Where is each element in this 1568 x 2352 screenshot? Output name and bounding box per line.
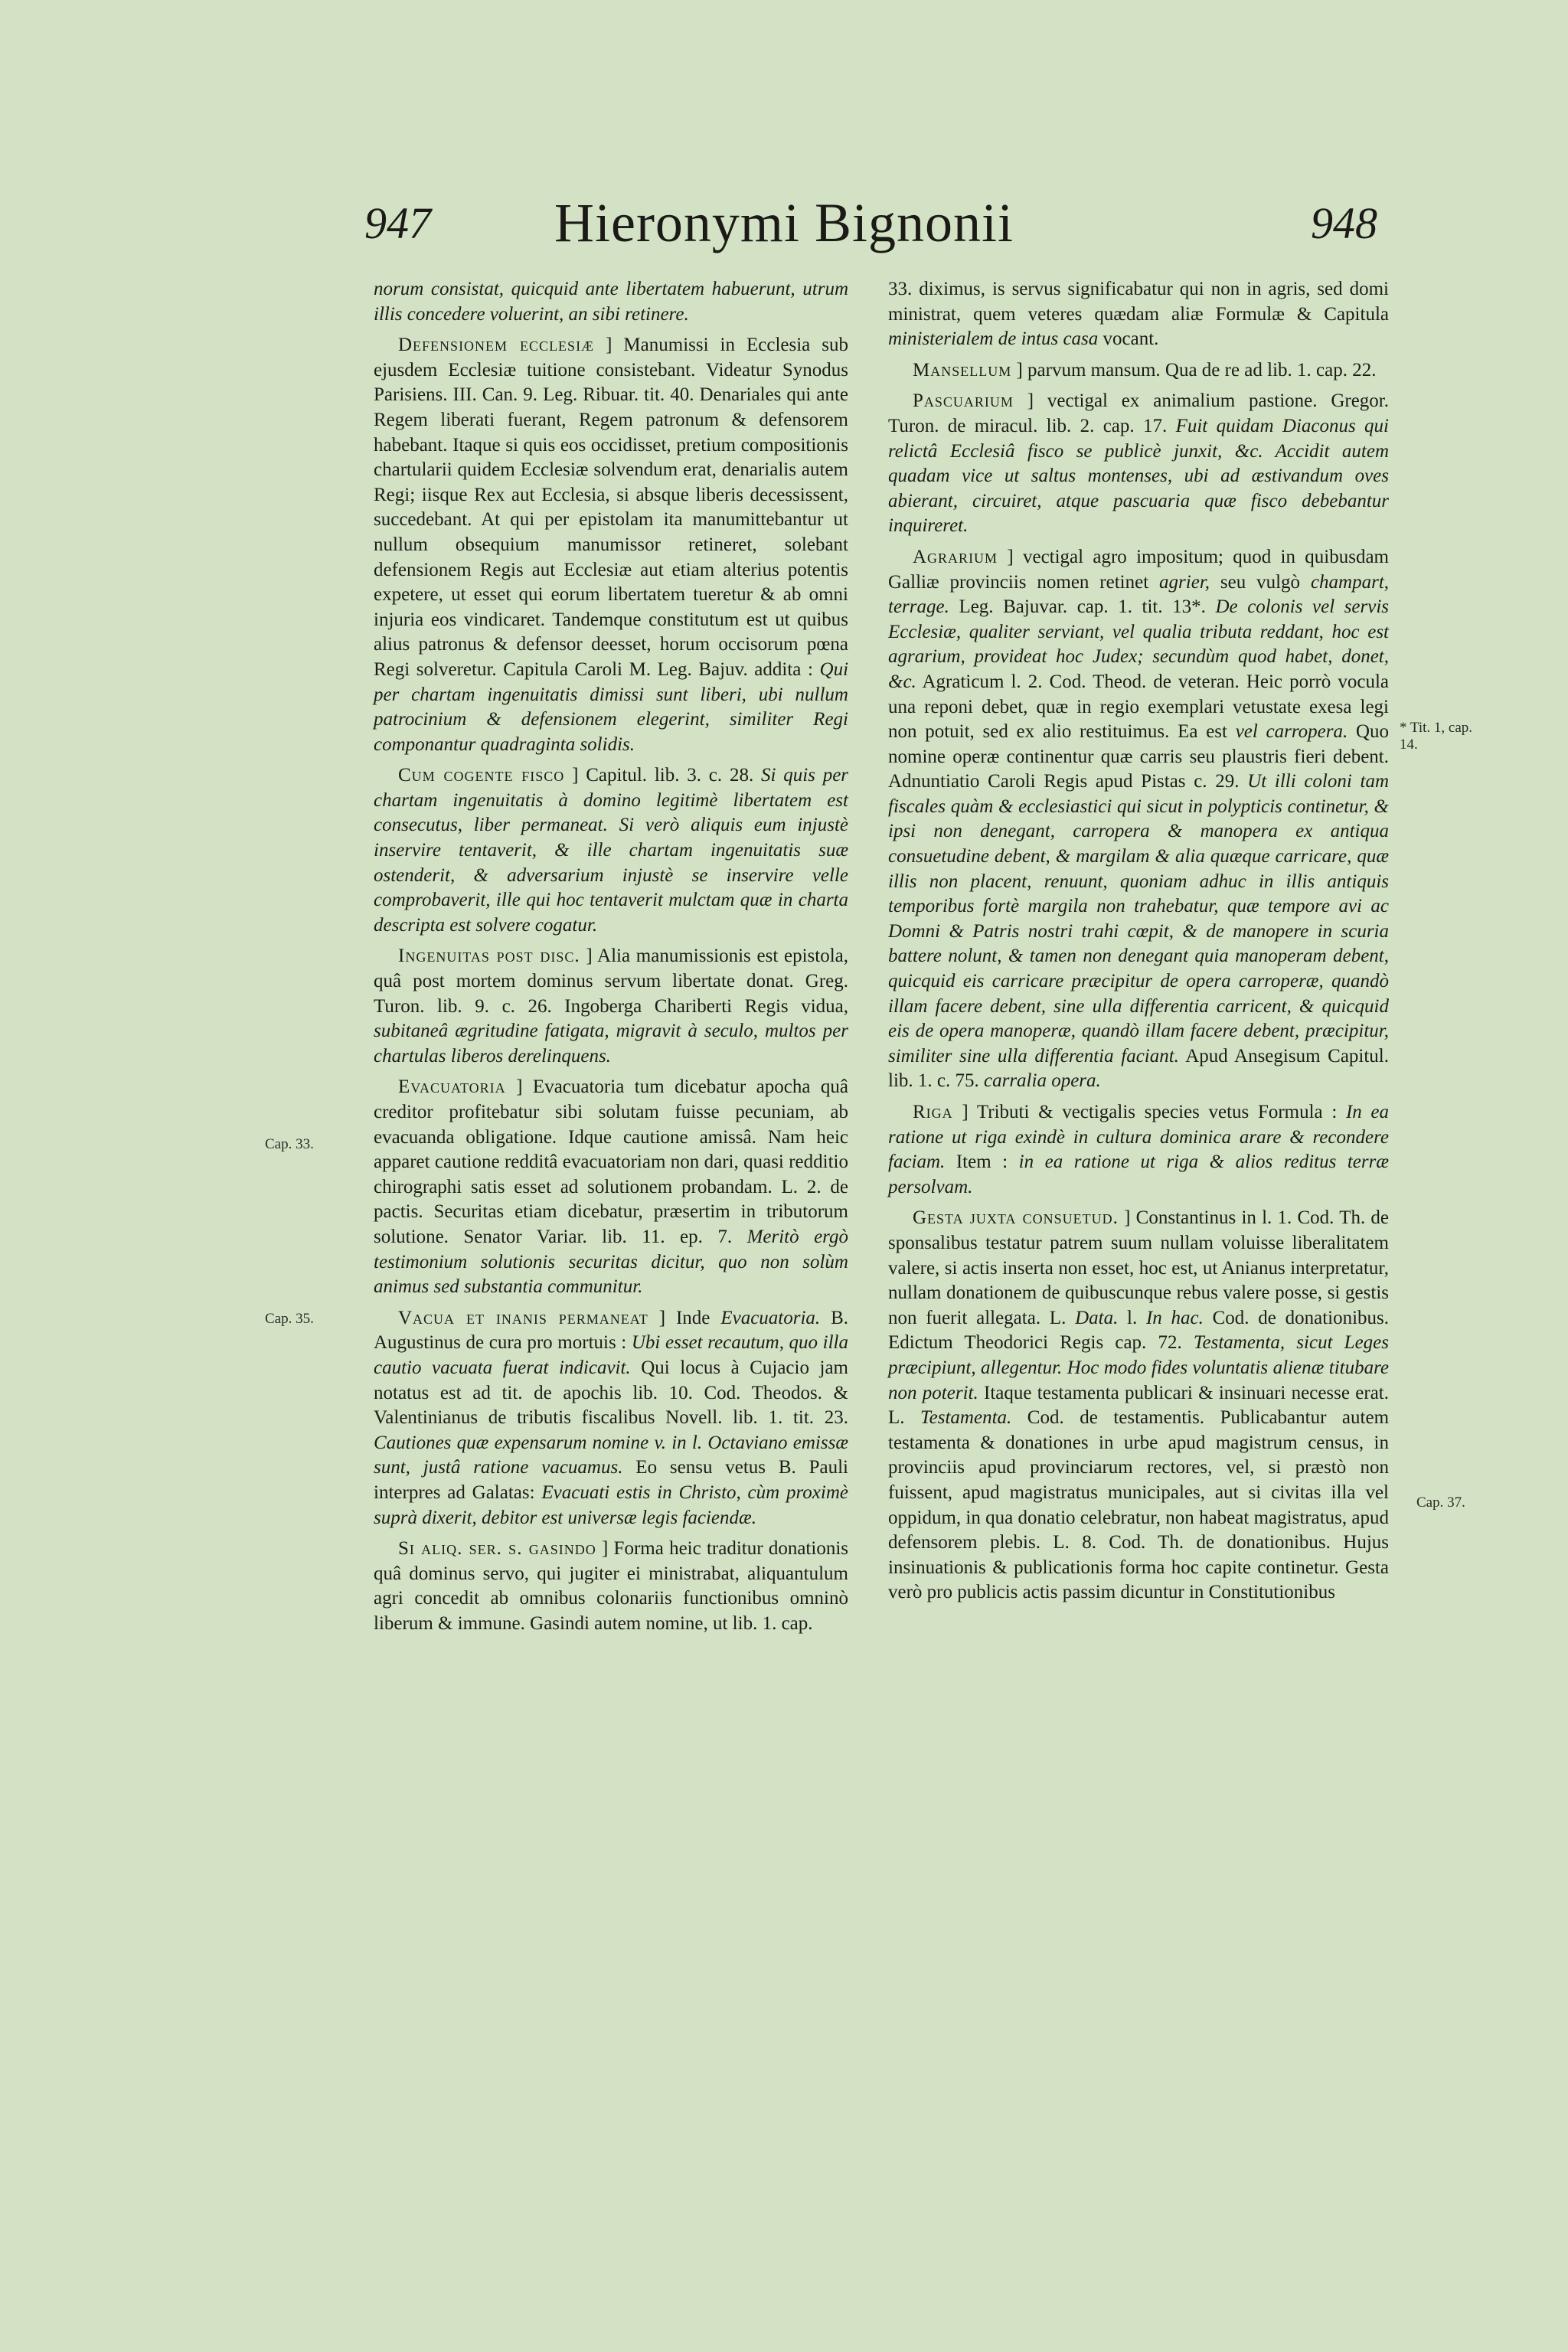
text: Eo sensu vetus B. Pauli interpres ad Galatas: [374,1457,848,1503]
lemma: Gesta juxta consuetud. [913,1207,1119,1229]
lemma: Cum cogente fisco [398,765,565,786]
lemma: Vacua et inanis permaneat [398,1307,648,1328]
text: Qui locus à Cujacio jam notatus est ad tit. de apochis lib. 10. Cod. Theodos. & Valentinianus de tributis fiscalibus Novell. lib. 1. tit. 23. [374,1357,848,1429]
text: ] vectigal agro impositum; quod in quibusdam Galliæ provinciis nomen retinet [888,546,1389,593]
margin-note-cap35: Cap. 35. [265,1311,314,1327]
text: 33. diximus, is servus significabatur qui non in agris, sed domi ministrat, quem veteres quædam aliæ Formulæ & Capitula [888,279,1389,325]
text: ] Evacuatoria tum dicebatur apocha quâ creditor profitebatur sibi solutam fuisse pecuniam, ab evacuanda obligatione. Idque cautione amissâ. Nam heic apparet cautione redditâ evacuatoriam non dari, quasi redditio chirographi satis esset ad solutionem probandam. L. 2. de pactis. Securitas etiam dicebatur, præsertim in tributorum solutione. Senator Variar. lib. 11. ep. 7. [374,1076,849,1247]
quote: In ea ratione ut riga exindè in cultura dominica arare & recondere faciam. [888,1102,1390,1173]
margin-note-cap37: Cap. 37. [1416,1494,1465,1511]
text: ] Forma heic traditur donationis quâ dominus servo, qui jugiter ei ministrabat, aliquantulum agri concedit ab omnibus colonariis functionibus omninò liberum & immune. Gasindi autem nomine, ut lib. 1. cap. [374,1538,848,1634]
text: ] Inde [658,1307,710,1328]
text: ] Manumissi in Ecclesia sub ejusdem Ecclesiæ tuitione consistebant. Videatur Synodus Parisiens. III. Can. 9. Leg. Ribuar. tit. 40. Denariales qui ante Regem liberati fuerant, Regem patronum & defensorem habebant. Itaque si quis eos occidisset, pretium compositionis chartularii quidem Ecclesiæ solvendum erat, denarialis autem Regi; iisque Rex aut Ecclesia, si absque liberis decessissent, succedebant. At qui per epistolam ita manumittebantur ut nullum obsequium manumissor retineret, solebant defensionem Regis aut Ecclesiæ aut etiam alterius potentis expetere, ut esset qui eorum libertatem tueretur & ab omni injuria eos vindicaret. Tandemque constitutum est ut quibus alius patronus & defensor deesset, horum occisorum pœna Regi solveretur. Capitula Caroli M. Leg. Bajuv. addita : [374,335,849,680]
paragraph [888,1100,1389,1200]
text: vocant. [1102,328,1159,350]
text: ] Tributi & vectigalis species vetus Formula : [962,1102,1338,1122]
quote: Si quis per chartam ingenuitatis à domino legitimè libertatem est consecutus, liber permaneat. Si verò aliquis eum injustè inservire tentaverit, & ille chartam ingenuitatis suæ ostenderit, & adversarium injustè se inservire velle comprobaverit, ille qui hoc tentaverit mulctam quæ in charta descripta est solvere cogatur. [374,765,849,936]
text: ] Constantinus in l. 1. Cod. Th. de sponsalibus testatur patrem suum nullam voluisse liberalitatem valere, si actis inserta non esset, hoc est, ut Anianus interpretatur, nullam donationem de quibuscunque rebus valere posse, si gestis non fuerit allegata. L. [888,1207,1390,1328]
text: Cod. de testamentis. Publicabantur autem testamenta & donationes in urbe apud magistrum census, in provinciis apud provinciarum rectores, vel, si præstò non fuissent, apud magistratus municipales, aut si civitas illa vel oppidum, in qua donatio celebratur, non habeat magistratus, apud defensorem plebis. L. 8. Cod. Th. de donationibus. Hujus insinuationis & publicationis forma hoc capite continetur. Gesta verò pro publicis actis passim dicuntur in Constitutionibus [888,1407,1390,1603]
paragraph [374,333,848,757]
paragraph [888,389,1389,539]
lemma: Si aliq. ser. s. gasindo [398,1538,596,1560]
paragraph [374,763,848,938]
lemma: Defensionem ecclesiæ [398,335,595,356]
page-number-right: 948 [1311,198,1377,248]
text: Quo nomine operæ continentur quæ carris seu plaustris fieri debent. Adnuntiatio Caroli Regis apud Pistas c. 29. [888,721,1390,792]
paragraph [888,1206,1389,1606]
lemma: Pascuarium [913,390,1014,412]
margin-note-tit: * Tit. 1, cap. 14. [1400,720,1473,753]
text: Item : [956,1152,1008,1173]
text: ] Capitul. lib. 3. c. 28. [572,765,754,786]
quote: Evacuati estis in Christo, cùm proximè suprà dixerit, debitor est universæ legis faciendæ. [374,1481,848,1528]
text: ] Alia manumissionis est epistola, quâ post mortem dominus servum libertate donat. Greg. Turon. lib. 9. c. 26. Ingoberga Chariberti Regis vidua, [374,946,849,1017]
paragraph [888,277,1389,352]
text: seu vulgò [1220,571,1301,593]
quote: Qui per chartam ingenuitatis dimissi sunt liberi, ubi nullum patrocinium & defensionem elegerint, similiter Regi componantur quadraginta solidis. [374,658,849,755]
paragraph [888,545,1389,1094]
paragraph [374,1537,848,1636]
quote: subitaneâ ægritudine fatigata, migravit à seculo, multos per chartulas liberos derelinquens. [374,1021,848,1067]
lemma: Agrarium [913,546,998,567]
term: Evacuatoria. [720,1307,821,1328]
term: vel carropera. [1235,721,1348,743]
text: Agraticum l. 2. Cod. Theod. de veteran. Heic porrò vocula una reponi debet, quæ in regio exemplari vetustate exesa legi non potuit, sed ex alio restituimus. Ea est [888,671,1389,743]
quote: Fuit quidam Diaconus qui relictâ Ecclesiâ fisco se publicè junxit, &c. Accidit autem quadam vice ut saltus montenses, ubi ad æstivandum oves abierant, circuiret, atque pascuaria quæ fisco debebantur inquireret. [888,415,1390,537]
term: champart, terrage. [888,571,1390,618]
text: Itaque testamenta publicari & insinuari necesse erat. L. [888,1382,1389,1429]
quote: Ubi esset recautum, quo illa cautio vacuata fuerat indicavit. [374,1332,849,1378]
lemma: Riga [913,1102,953,1122]
text: B. Augustinus de cura pro mortuis : [374,1307,849,1354]
text: l. [1127,1307,1138,1328]
margin-note-cap33: Cap. 33. [265,1136,314,1152]
quote: ministerialem de intus casa [888,328,1099,350]
page-number-left: 947 [364,198,431,248]
paragraph [374,1075,848,1299]
paragraph [888,358,1389,384]
left-column [374,277,848,1642]
term: agrier, [1159,571,1210,593]
text: ] vectigal ex animalium pastione. Gregor. Turon. de miracul. lib. 2. cap. 17. [888,390,1389,436]
right-column [888,277,1389,1612]
quote: Testamenta, sicut Leges præcipiunt, allegentur. Hoc modo fides voluntatis alienæ titubare non poterit. [888,1332,1390,1403]
lemma: Evacuatoria [398,1076,506,1098]
quote: De colonis vel servis Ecclesiæ, qualiter serviant, vel qualia tributa reddant, hoc est agrarium, provideat hoc Judex; secundùm quod habet, donet, &c. [888,596,1390,692]
paragraph [374,944,848,1069]
text: ] parvum mansum. Qua de re ad lib. 1. cap. 22. [1016,359,1377,381]
text: Apud Ansegisum Capitul. lib. 1. c. 75. [888,1045,1389,1092]
quote: in ea ratione ut riga & alios reditus terræ persolvam. [888,1152,1390,1197]
paragraph [374,1306,848,1530]
term: Data. [1075,1307,1119,1328]
quote: Ut illi coloni tam fiscales quàm & ecclesiastici qui sicut in polypticis continetur, & ipsi non denegant, carropera & manopera ex antiqua consuetudine debent, & margilam & alia quæque carricare, quæ illis non placent, renuunt, quoniam adhuc in illis antiquis temporibus fortè margila non trahebatur, quæ tempore avi ac Domni & Patris nostri trahi cœpit, & de manopere in scuria battere nolunt, & tamen non denegant quia manoperam debent, quicquid eis carricare præcipitur de opera carroperæ, quandò illam facere debent, sine ulla differentia carricent, & quicquid eis de opera manoperæ, quandò illam facere debent, præcipitur, similiter sine ulla differentia faciant. [888,771,1389,1067]
text: Leg. Bajuvar. cap. 1. tit. 13*. [959,596,1206,618]
text: Cod. de donationibus. Edictum Theodorici Regis cap. 72. [888,1307,1390,1354]
term: Testamenta. [920,1407,1012,1429]
term: carralia opera. [984,1070,1101,1092]
paragraph [374,277,848,327]
quote: Cautiones quæ expensarum nomine v. in l. Octaviano emissæ sunt, justâ ratione vacuamus. [374,1432,848,1478]
term: In hac. [1145,1307,1204,1328]
quote: norum consistat, quicquid ante libertatem habuerunt, utrum illis concedere voluerint, an sibi retinere. [374,279,848,325]
lemma: Mansellum [913,359,1012,381]
quote: Meritò ergò testimonium solutionis securitas dicitur, quo non solùm animus sed substantia communitur. [374,1226,848,1298]
running-title: Hieronymi Bignonii [554,192,1014,253]
lemma: Ingenuitas post disc. [398,946,580,967]
